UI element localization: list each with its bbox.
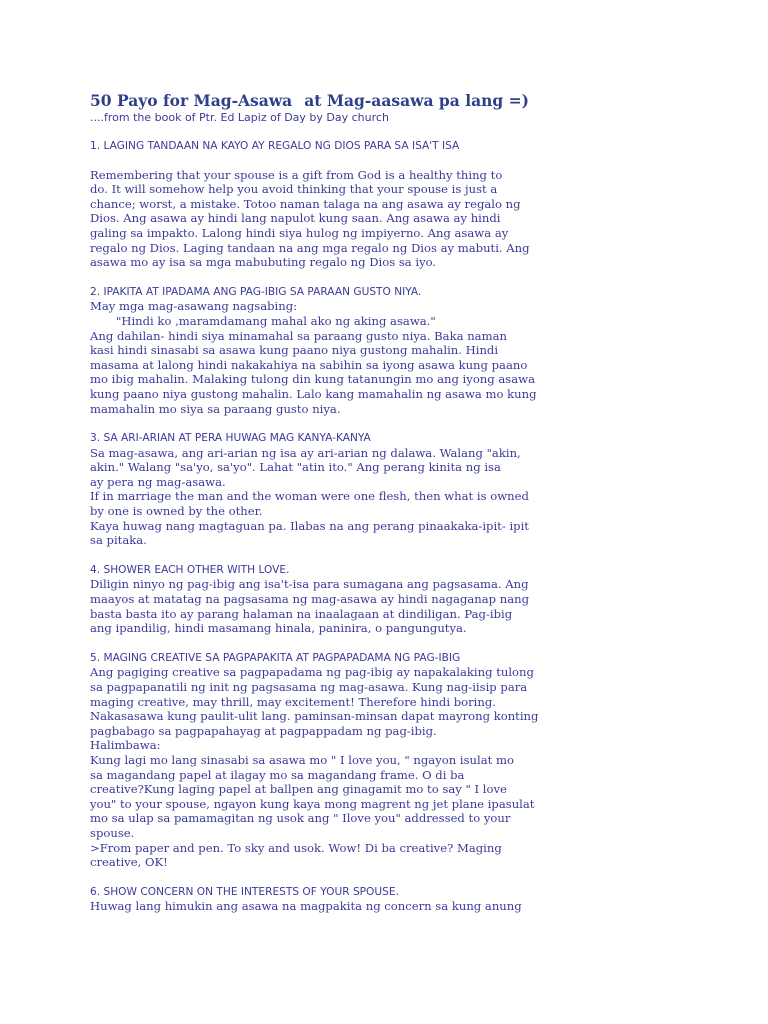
section-3-line: Sa mag-asawa, ang ari-arian ng isa ay ari-arian ng dalawa. Walang "akin, xyxy=(90,445,521,460)
section-5-line: maging creative, may thrill, may excitement! Therefore hindi boring. xyxy=(90,694,496,709)
section-5-line: sa magandang papel at ilagay mo sa magandang frame. O di ba xyxy=(90,767,465,782)
section-2-heading: 2. IPAKITA AT IPADAMA ANG PAG-IBIG SA PARAAN GUSTO NIYA. xyxy=(90,285,422,298)
section-5-line: spouse. xyxy=(90,825,135,840)
section-5-line: Nakasasawa kung paulit-ulit lang. paminsan-minsan dapat mayrong konting xyxy=(90,709,539,724)
section-1-line: chance; worst, a mistake. Totoo naman talaga na ang asawa ay regalo ng xyxy=(90,196,521,211)
section-5-line: creative, OK! xyxy=(90,855,168,870)
section-1-heading: 1. LAGING TANDAAN NA KAYO AY REGALO NG DIOS PARA SA ISA'T ISA xyxy=(90,140,460,152)
section-2-line: kung paano niya gustong mahalin. Lalo kang mamahalin ng asawa mo kung xyxy=(90,386,537,401)
section-1-line: galing sa impakto. Lalong hindi siya hulog ng impiyerno. Ang asawa ay xyxy=(90,225,509,240)
section-3-line: akin." Walang "sa'yo, sa'yo". Lahat "atin ito." Ang perang kinita ng isa xyxy=(90,460,501,475)
section-3 xyxy=(90,431,730,548)
document-page xyxy=(90,91,730,929)
section-3-line: by one is owned by the other. xyxy=(90,504,263,519)
section-5-line: Ang pagiging creative sa pagpapadama ng pag-ibig ay napakalaking tulong xyxy=(90,665,534,680)
section-4-line: maayos at matatag na pagsasama ng mag-asawa ay hindi nagaganap nang xyxy=(90,592,530,607)
section-5-line: creative?Kung laging papel at ballpen ang ginagamit mo to say " I love xyxy=(90,782,507,797)
section-6 xyxy=(90,885,730,914)
section-5-line: mo sa ulap sa pamamagitan ng usok ang " Ilove you" addressed to your xyxy=(90,811,511,826)
section-1-line: Remembering that your spouse is a gift from God is a healthy thing to xyxy=(90,167,503,182)
title-part-a: 50 Payo for Mag-Asawa xyxy=(90,91,293,110)
section-2 xyxy=(90,285,730,416)
title-part-b: at Mag-aasawa pa lang =) xyxy=(304,91,529,110)
section-4-line: basta basta ito ay parang halaman na inaalagaan at dindiligan. Pag-ibig xyxy=(90,606,513,621)
section-3-line: ay pera ng mag-asawa. xyxy=(90,474,226,489)
section-5-line: you" to your spouse, ngayon kung kaya mong magrent ng jet plane ipasulat xyxy=(90,796,535,811)
section-4-line: Diligin ninyo ng pag-ibig ang isa't-isa para sumagana ang pagsasama. Ang xyxy=(90,577,529,592)
section-5-heading: 5. MAGING CREATIVE SA PAGPAPAKITA AT PAGPAPADAMA NG PAG-IBIG xyxy=(90,651,461,664)
document-title xyxy=(90,91,730,111)
section-5-line: Halimbawa: xyxy=(90,738,161,753)
section-4-line: ang ipandilig, hindi masamang hinala, paninira, o pangungutya. xyxy=(90,621,467,636)
section-5 xyxy=(90,651,730,870)
section-1-line: asawa mo ay isa sa mga mabubuting regalo ng Dios sa iyo. xyxy=(90,255,437,270)
section-1 xyxy=(90,139,730,270)
section-1-line: regalo ng Dios. Laging tandaan na ang mga regalo ng Dios ay mabuti. Ang xyxy=(90,240,530,255)
section-5-line: Kung lagi mo lang sinasabi sa asawa mo " I love you, " ngayon isulat mo xyxy=(90,752,514,767)
section-5-line: sa pagpapanatili ng init ng pagsasama ng mag-asawa. Kung nag-iisip para xyxy=(90,680,528,694)
section-3-line: Kaya huwag nang magtaguan pa. Ilabas na ang perang pinaakaka-ipit- ipit xyxy=(90,518,529,533)
section-2-line: May mga mag-asawang nagsabing: xyxy=(90,299,298,314)
section-2-line: kasi hindi sinasabi sa asawa kung paano niya gustong mahalin. Hindi xyxy=(90,343,499,358)
section-5-line: pagbabago sa pagpapahayag at pagpappadam ng pag-ibig. xyxy=(90,723,437,738)
section-4-heading: 4. SHOWER EACH OTHER WITH LOVE. xyxy=(90,563,290,576)
document-subtitle: ....from the book of Ptr. Ed Lapiz of Day by Day church xyxy=(90,111,389,124)
section-5-line: >From paper and pen. To sky and usok. Wow! Di ba creative? Maging xyxy=(90,840,502,855)
section-2-line: Ang dahilan- hindi siya minamahal sa paraang gusto niya. Baka naman xyxy=(90,328,507,343)
section-2-line: mamahalin mo siya sa paraang gusto niya. xyxy=(90,401,341,416)
section-2-quote: "Hindi ko ,maramdamang mahal ako ng aking asawa." xyxy=(116,313,436,328)
section-3-heading: 3. SA ARI-ARIAN AT PERA HUWAG MAG KANYA-KANYA xyxy=(90,432,371,445)
section-6-line: Huwag lang himukin ang asawa na magpakita ng concern sa kung anung xyxy=(90,899,522,914)
section-1-line: do. It will somehow help you avoid thinking that your spouse is just a xyxy=(90,182,498,197)
section-3-line: If in marriage the man and the woman were one flesh, then what is owned xyxy=(90,489,529,504)
section-1-line: Dios. Ang asawa ay hindi lang napulot kung saan. Ang asawa ay hindi xyxy=(90,211,501,226)
section-6-heading: 6. SHOW CONCERN ON THE INTERESTS OF YOUR SPOUSE. xyxy=(90,885,399,898)
section-3-line: sa pitaka. xyxy=(90,533,147,548)
section-2-line: mo ibig mahalin. Malaking tulong din kung tatanungin mo ang iyong asawa xyxy=(90,372,535,387)
section-2-line: masama at lalong hindi nakakahiya na sabihin sa iyong asawa kung paano xyxy=(90,357,528,372)
section-4 xyxy=(90,563,730,636)
